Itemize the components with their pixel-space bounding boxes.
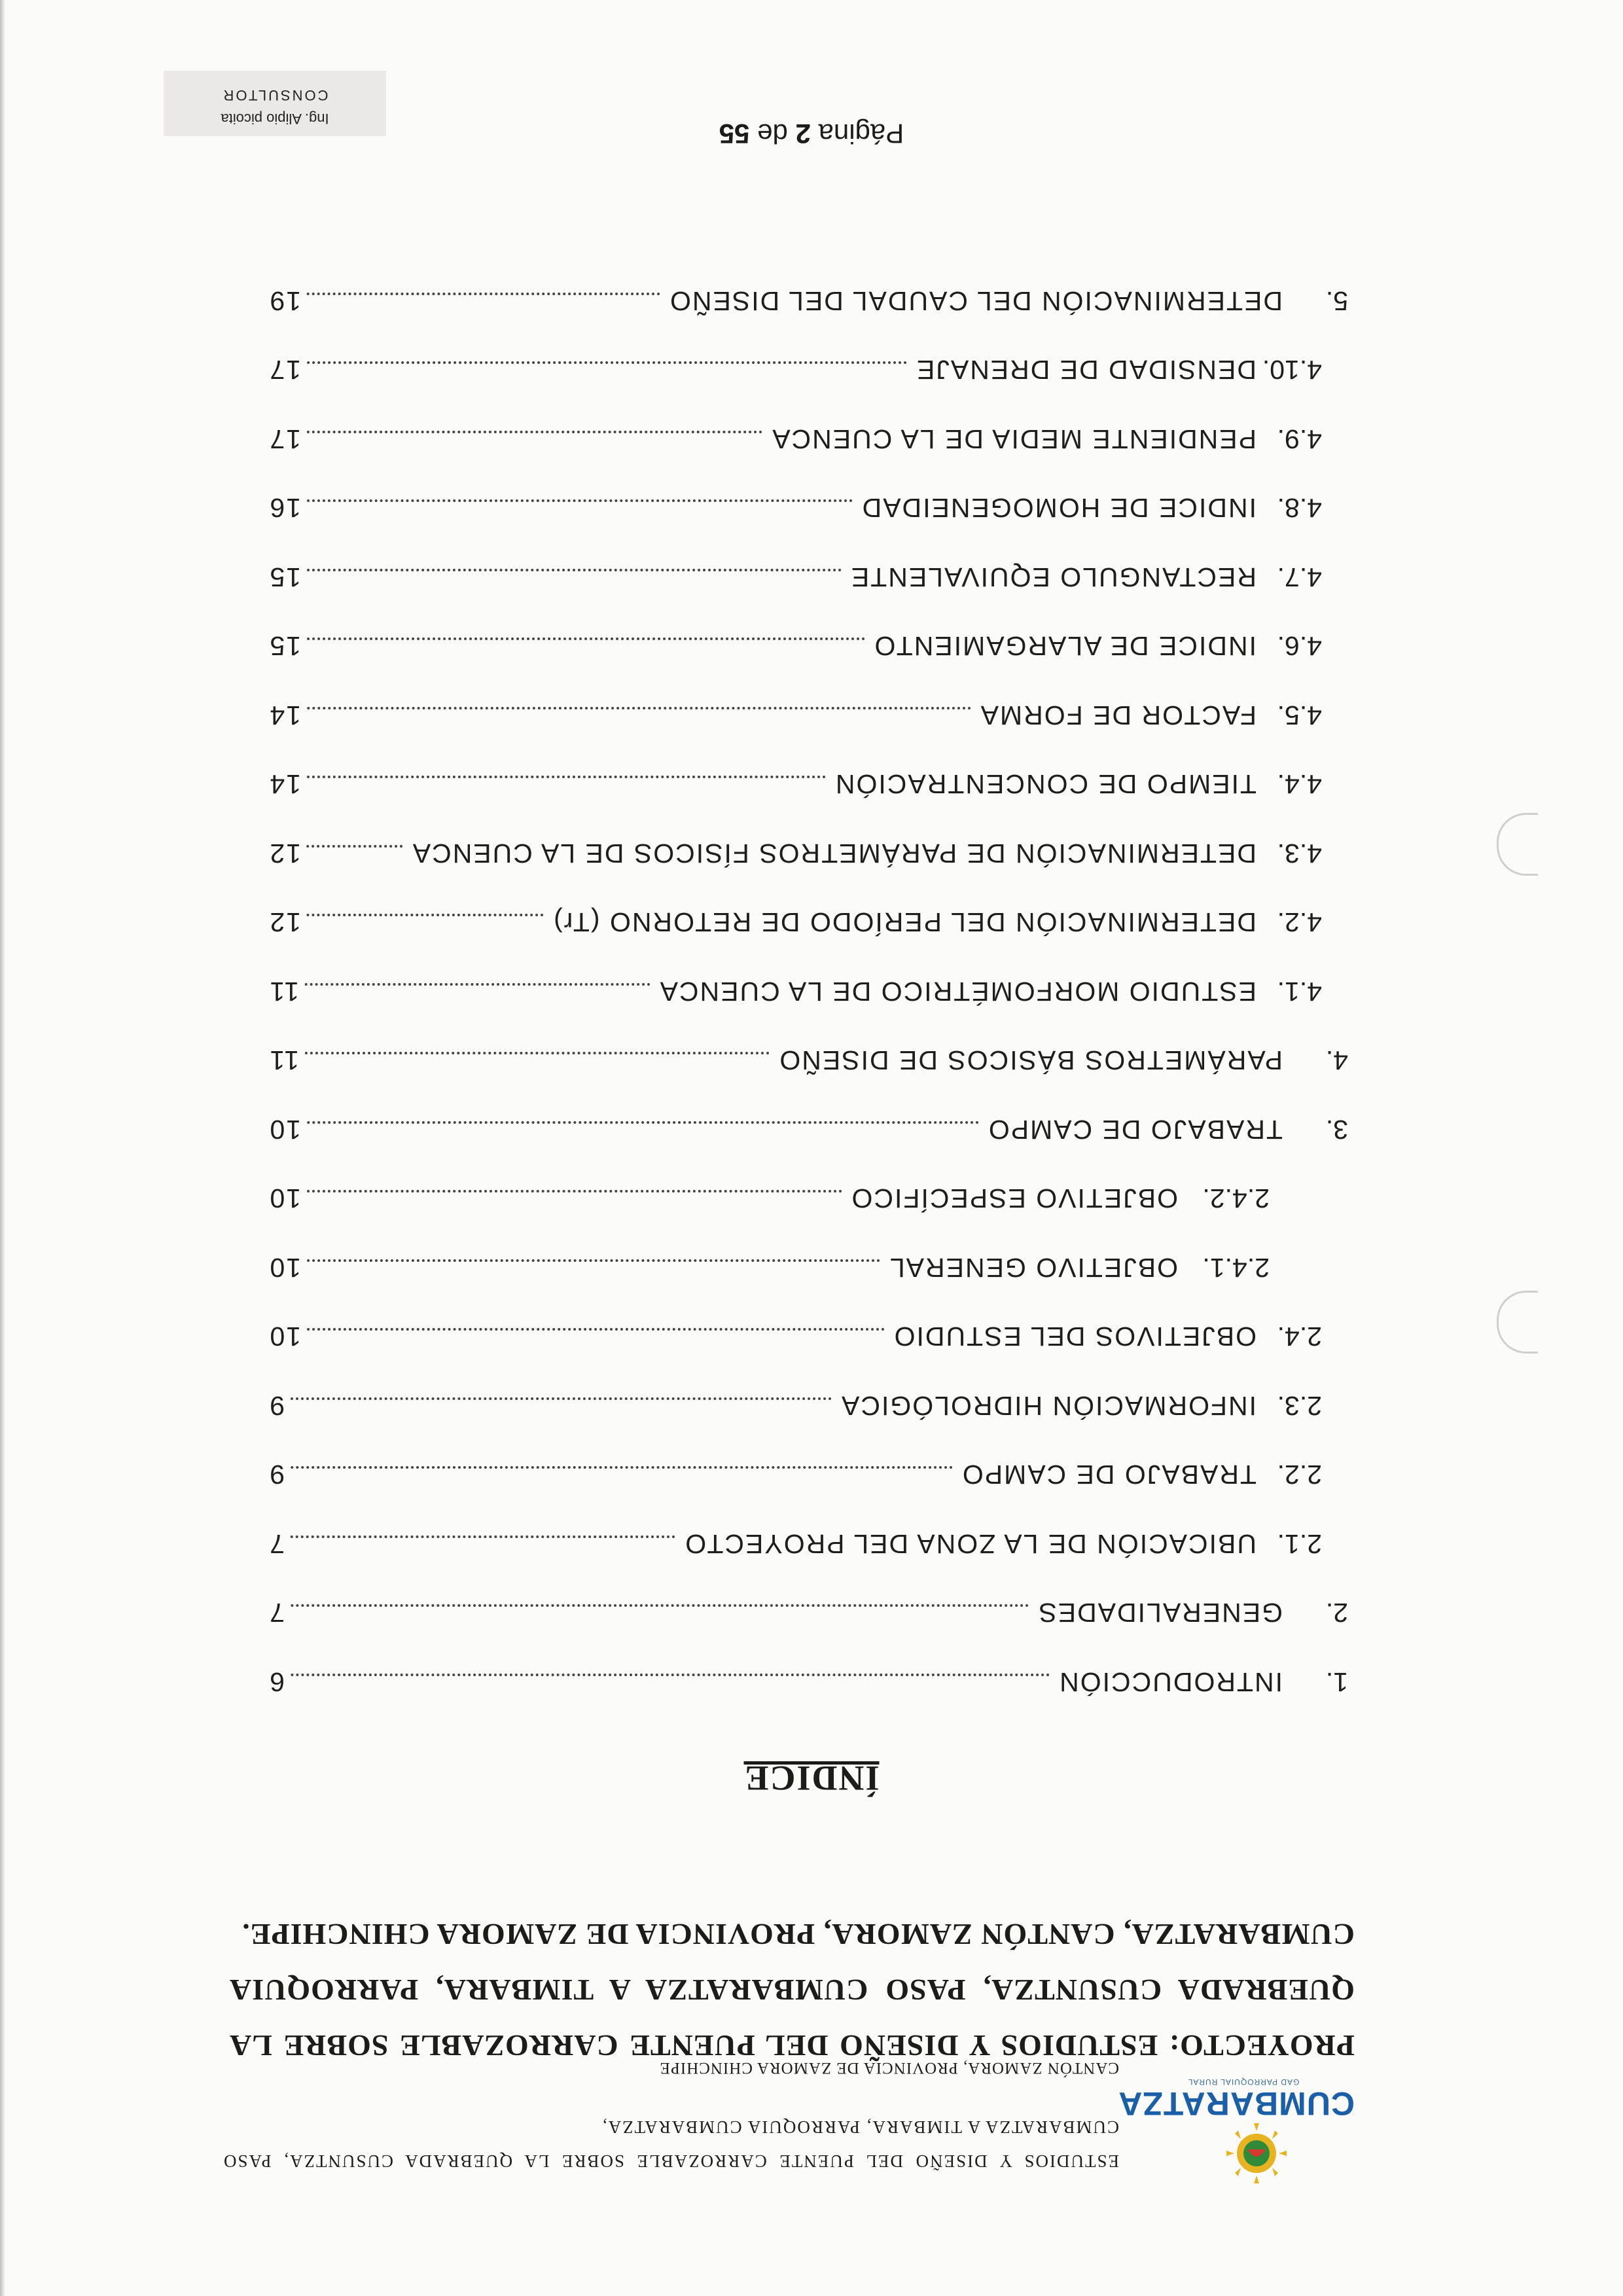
toc-leader-dots: [306, 776, 825, 779]
toc-entry-number: 4.10.: [1262, 355, 1322, 386]
toc-leader-dots: [304, 983, 650, 986]
toc-entry[interactable]: [0, 553, 1623, 592]
toc-entry[interactable]: [0, 484, 1623, 524]
toc-leader-dots: [306, 707, 971, 709]
toc-entry-number: 5.: [1325, 286, 1348, 316]
toc-entry[interactable]: [0, 691, 1623, 730]
toc-leader-dots: [306, 362, 906, 365]
toc-entry-page: 11: [268, 1045, 299, 1076]
toc-leader-dots: [290, 1397, 831, 1400]
toc-entry-label: DETERMINACIÓN DEL PERÍODO DE RETORNO (Tr): [552, 907, 1257, 938]
toc-leader-dots: [290, 1674, 1049, 1676]
toc-entry[interactable]: [0, 277, 1623, 316]
toc-leader-dots: [290, 1467, 952, 1469]
toc-leader-dots: [306, 293, 660, 295]
toc-entry[interactable]: [0, 1589, 1623, 1628]
toc-entry-page: 10: [268, 1115, 301, 1145]
toc-entry-number: 2.4.2.: [1202, 1183, 1270, 1214]
header-study-location: CANTÓN ZAMORA, PROVINCIA DE ZAMORA CHINCHIPE: [659, 2059, 1119, 2077]
toc-entry-label: ESTUDIO MORFOMÉTRICO DE LA CUENCA: [658, 977, 1257, 1007]
toc-entry-number: 4.9.: [1277, 424, 1322, 454]
toc-entry-page: 14: [268, 700, 301, 730]
toc-entry[interactable]: [0, 1175, 1623, 1214]
toc-entry-label: PARÁMETROS BÁSICOS DE DISEÑO: [778, 1045, 1283, 1076]
toc-entry-label: FACTOR DE FORMA: [979, 700, 1257, 730]
toc-entry-label: INTRODUCCIÓN: [1058, 1667, 1283, 1697]
sun-emblem-icon: [1221, 2123, 1293, 2185]
toc-leader-dots: [306, 1259, 880, 1262]
header-study-title: ESTUDIOS Y DISEÑO DEL PUENTE CARROZABLE SOBRE LA QUEBRADA CUSUNTZA, PASO CUMBARATZA A TIMBARA, PARROQUIA CUMBARATZA,: [223, 2117, 1119, 2171]
toc-entry-number: 4.5.: [1277, 700, 1322, 730]
toc-leader-dots: [306, 1191, 842, 1193]
toc-entry-label: DETERMINACIÓN DE PARÁMETROS FÍSICOS DE LA CUENCA: [411, 838, 1257, 869]
project-title: PROYECTO: ESTUDIOS Y DISEÑO DEL PUENTE CARROZABLE SOBRE LA QUEBRADA CUSUNTZA, PASO CUMBARATZA A TIMBARA, PARROQUIA CUMBARATZA, CANTÓN ZAMORA, PROVINCIA DE ZAMORA CHINCHIPE.: [229, 1918, 1355, 2062]
toc-leader-dots: [290, 1605, 1028, 1607]
toc-entry-page: 12: [268, 907, 301, 938]
toc-entry[interactable]: [0, 346, 1623, 386]
toc-entry-page: 16: [268, 493, 301, 524]
toc-entry[interactable]: [0, 415, 1623, 454]
toc-entry-page: 15: [268, 631, 301, 662]
page-total: 55: [719, 118, 750, 149]
toc-entry-label: OBJETIVOS DEL ESTUDIO: [893, 1321, 1257, 1352]
toc-entry-label: GENERALIDADES: [1037, 1598, 1283, 1628]
toc-entry[interactable]: [0, 622, 1623, 662]
toc-entry-label: INDICE DE HOMOGENEIDAD: [861, 493, 1257, 524]
toc-leader-dots: [306, 638, 865, 641]
index-title: ÍNDICE: [743, 1759, 880, 1798]
toc-entry-number: 4.4.: [1277, 769, 1322, 800]
toc-leader-dots: [306, 914, 543, 917]
toc-entry-number: 1.: [1325, 1667, 1348, 1697]
toc-entry-number: 4.2.: [1277, 907, 1322, 938]
toc-entry-number: 2.4.1.: [1202, 1253, 1270, 1283]
toc-entry[interactable]: [0, 829, 1623, 869]
page-current: 2: [795, 118, 811, 149]
toc-entry-label: PENDIENTE MEDIA DE LA CUENCA: [771, 424, 1257, 454]
toc-entry[interactable]: [0, 1105, 1623, 1145]
toc-leader-dots: [306, 1329, 884, 1331]
toc-entry-page: 15: [268, 562, 301, 592]
toc-entry[interactable]: [0, 1244, 1623, 1283]
toc-entry-label: OBJETIVO ESPECÍFICO: [850, 1183, 1178, 1214]
toc-entry-number: 4.6.: [1277, 631, 1322, 662]
toc-leader-dots: [306, 1121, 978, 1124]
toc-entry[interactable]: [0, 1382, 1623, 1421]
toc-entry-page: 7: [268, 1529, 285, 1559]
toc-leader-dots: [304, 1052, 769, 1055]
toc-leader-dots: [306, 500, 852, 503]
toc-entry-number: 4.: [1325, 1045, 1348, 1076]
document-header: [223, 2059, 1355, 2185]
toc-entry-page: 9: [268, 1460, 285, 1490]
toc-entry-page: 10: [268, 1183, 301, 1214]
toc-entry-number: 4.8.: [1277, 493, 1322, 524]
toc-entry-page: 9: [268, 1391, 285, 1421]
toc-entry-label: OBJETIVO GENERAL: [888, 1253, 1178, 1283]
toc-entry-label: TRABAJO DE CAMPO: [987, 1115, 1283, 1145]
toc-entry-label: RECTANGULO EQUIVALENTE: [849, 562, 1257, 592]
stamp-name: Ing. Alipio picoita: [221, 111, 329, 127]
toc-entry-label: DETERMINACIÓN DEL CAUDAL DEL DISEÑO: [669, 286, 1283, 316]
toc-entry-number: 2.: [1325, 1598, 1348, 1628]
toc-entry-page: 10: [268, 1253, 301, 1283]
toc-entry-label: DENSIDAD DE DRENAJE: [916, 355, 1257, 386]
consultant-stamp: [164, 71, 386, 136]
toc-leader-dots: [306, 569, 841, 571]
toc-leader-dots: [306, 845, 402, 848]
toc-entry-number: 2.1.: [1277, 1529, 1322, 1559]
toc-entry-page: 12: [268, 838, 301, 869]
toc-entry[interactable]: [0, 967, 1623, 1007]
toc-entry-label: INFORMACIÓN HIDROLÓGICA: [840, 1391, 1257, 1421]
toc-entry[interactable]: [0, 899, 1623, 938]
toc-entry-page: 10: [268, 1321, 301, 1352]
toc-entry-page: 11: [268, 977, 299, 1007]
logo-subtext: GAD PARROQUIAL RURAL: [1187, 2077, 1300, 2087]
stamp-role: CONSULTOR: [221, 87, 329, 103]
toc-entry[interactable]: [0, 1037, 1623, 1076]
toc-entry-number: 2.4.: [1277, 1321, 1322, 1352]
toc-leader-dots: [306, 431, 762, 433]
toc-entry-page: 19: [268, 286, 301, 316]
toc-entry-number: 3.: [1325, 1115, 1348, 1145]
toc-entry[interactable]: [0, 1520, 1623, 1559]
toc-entry-page: 7: [268, 1598, 285, 1628]
toc-entry-number: 4.7.: [1277, 562, 1322, 592]
toc-entry-number: 2.3.: [1277, 1391, 1322, 1421]
toc-entry[interactable]: [0, 1658, 1623, 1697]
toc-leader-dots: [290, 1535, 675, 1538]
toc-entry[interactable]: [0, 1313, 1623, 1352]
toc-entry-page: 14: [268, 769, 301, 800]
toc-entry-page: 17: [268, 424, 301, 454]
toc-entry-page: 6: [268, 1667, 285, 1697]
logo: [1118, 2073, 1355, 2185]
toc-entry-label: TRABAJO DE CAMPO: [961, 1460, 1257, 1490]
toc-entry-number: 4.3.: [1277, 838, 1322, 869]
logo-wordmark: CUMBARATZA: [1118, 2085, 1355, 2122]
toc-entry-number: 4.1.: [1277, 977, 1322, 1007]
scan-edge: [0, 0, 5, 2296]
toc-entry-label: INDICE DE ALARGAMIENTO: [873, 631, 1257, 662]
toc-entry-number: 2.2.: [1277, 1460, 1322, 1490]
page-of: de: [757, 118, 788, 149]
toc-entry-label: UBICACIÓN DE LA ZONA DEL PROYECTO: [684, 1529, 1257, 1559]
toc-entry[interactable]: [0, 761, 1623, 800]
toc-entry[interactable]: [0, 1451, 1623, 1490]
page-word: Página: [818, 118, 904, 149]
toc-entry-label: TIEMPO DE CONCENTRACIÓN: [834, 769, 1257, 800]
toc-entry-page: 17: [268, 355, 301, 386]
